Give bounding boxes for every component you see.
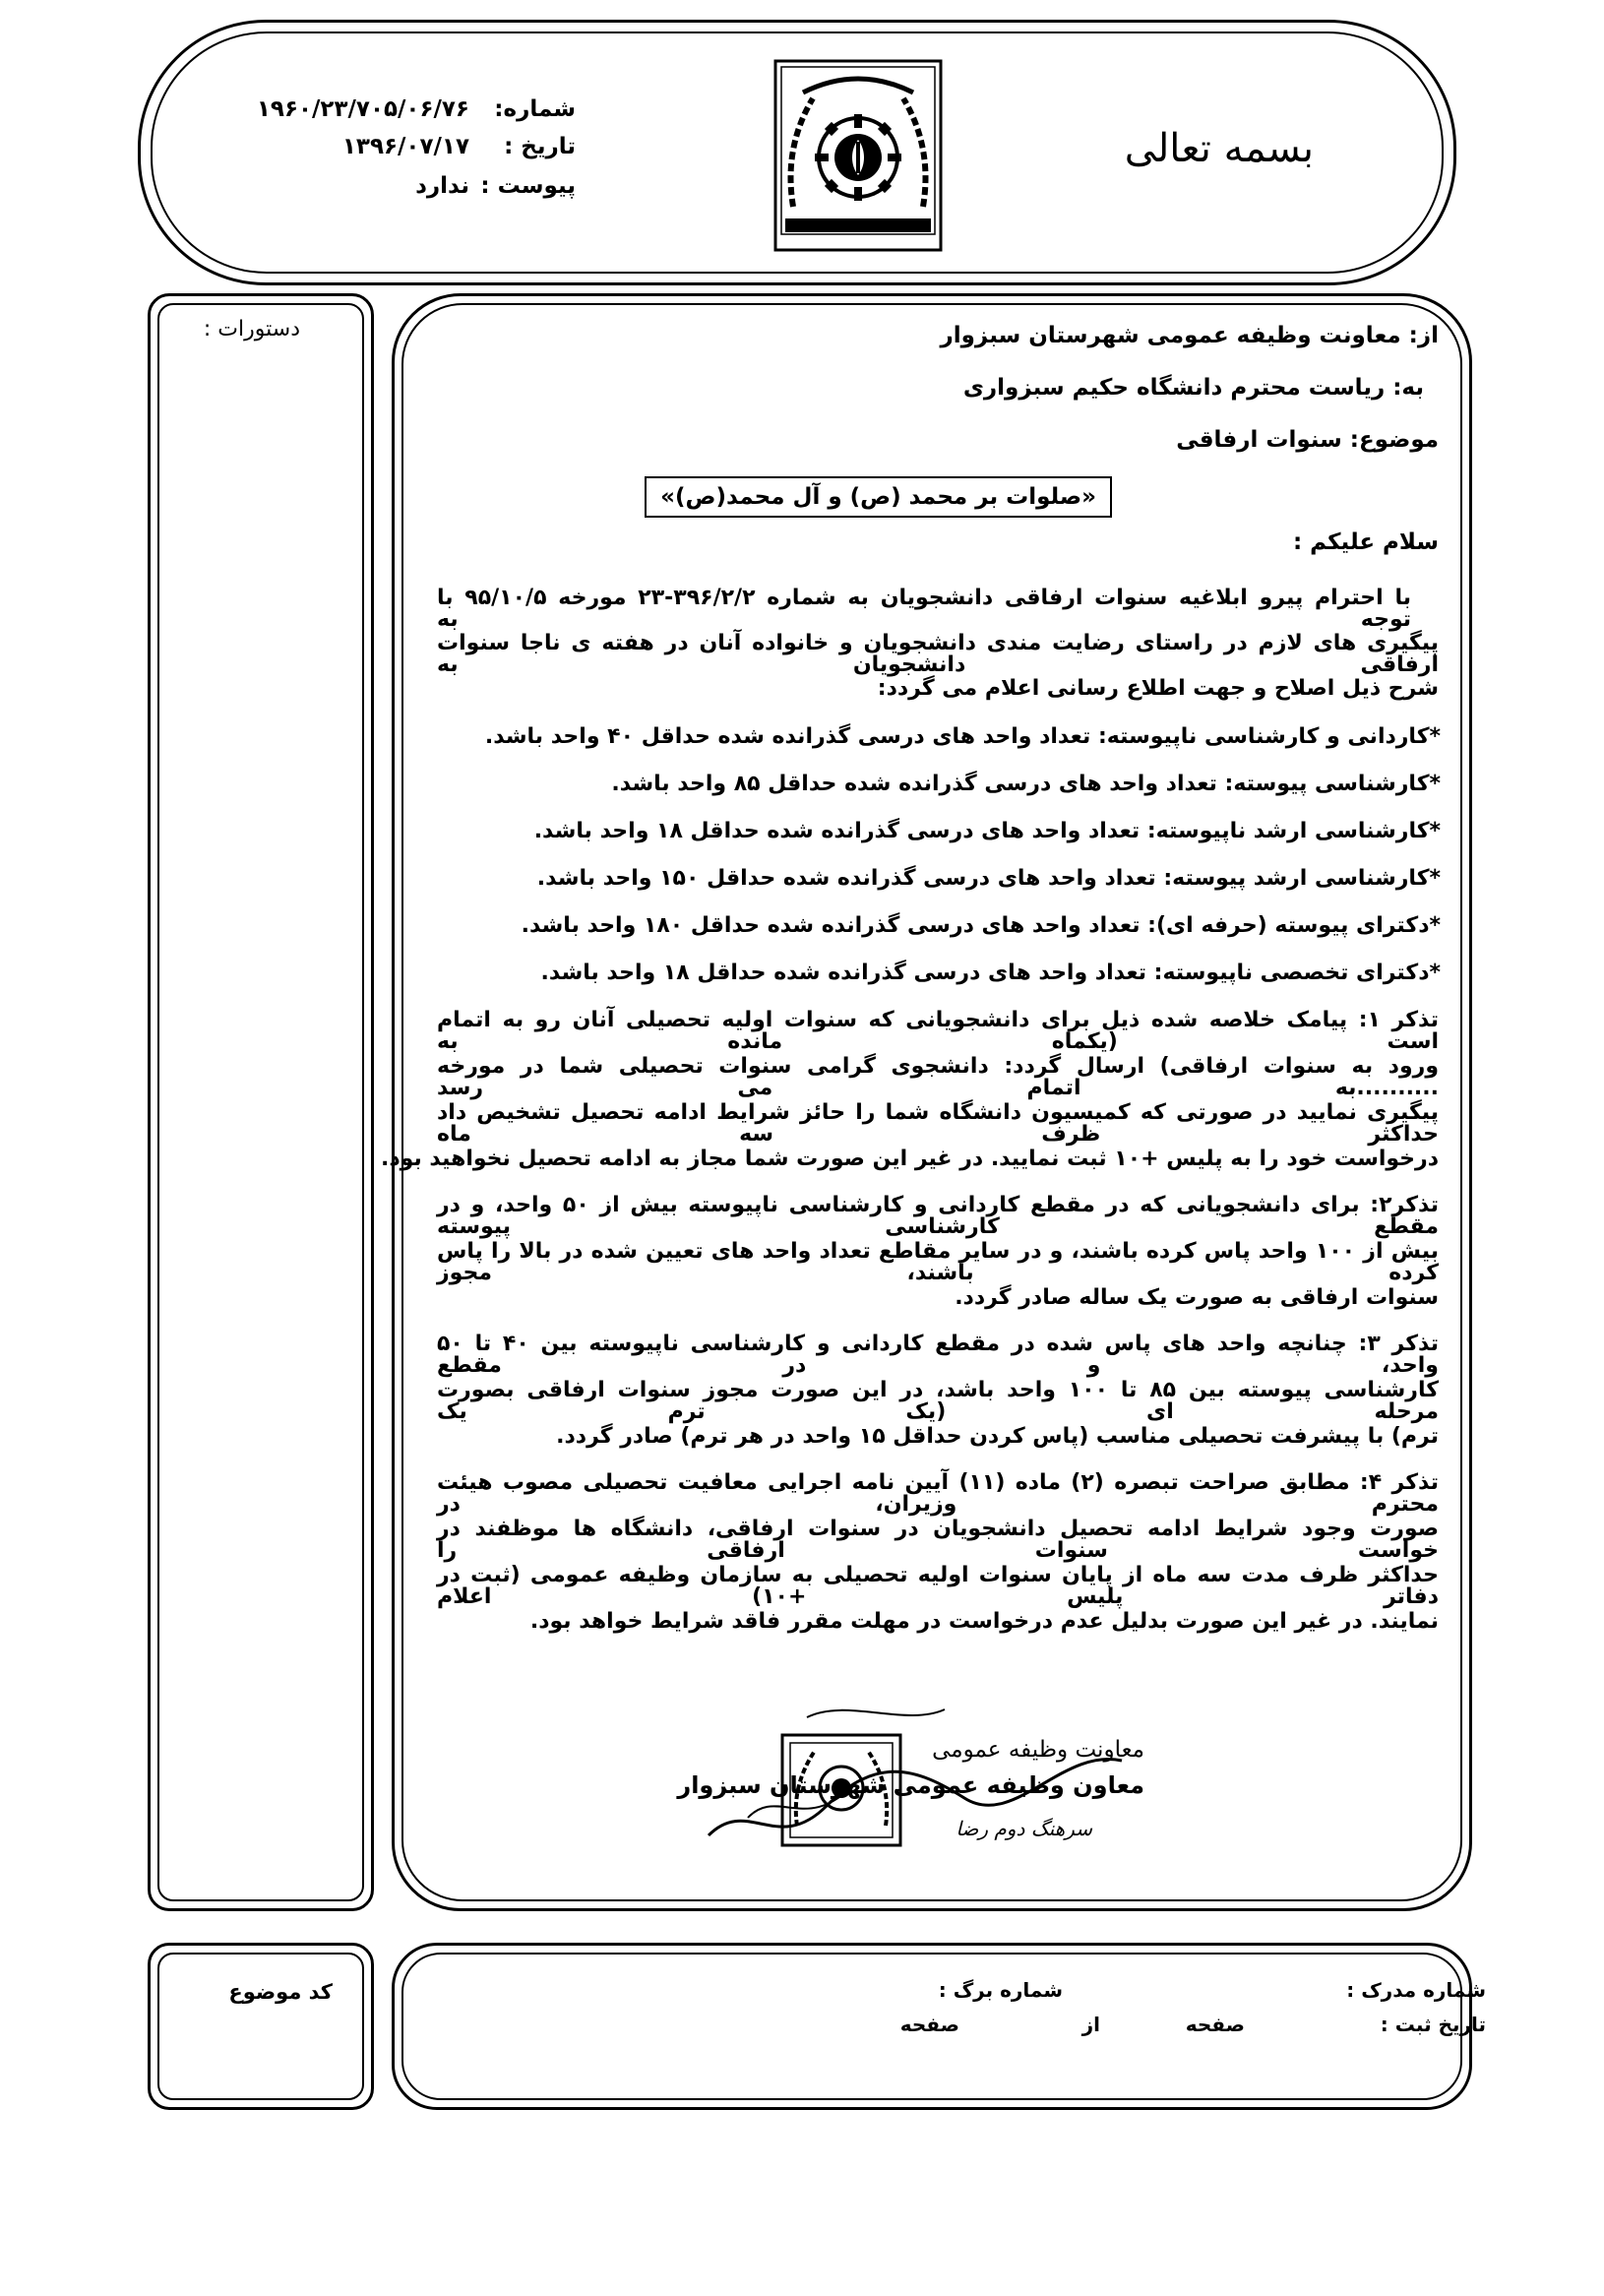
letter-date-row: [342, 134, 576, 159]
emblem-caption: نیروی انتظامی جمهوری اسلامی ایران: [796, 236, 920, 245]
note-line: پیگیری نمایید در صورتی که کمیسیون دانشگاه شما را حائز شرایط ادامه تحصیل تشخیص داد حداکثر ظرف سه ماه: [437, 1100, 1439, 1147]
letter-attachment-label: پیوست :: [480, 173, 576, 199]
rule-item: *دکترای پیوسته (حرفه ای): تعداد واحد های درسی گذرانده شده حداقل ۱۸۰ واحد باشد.: [521, 913, 1441, 938]
letter-subject: موضوع: سنوات ارفاقی: [1176, 427, 1439, 453]
rule-item: *دکترای تخصصی ناپیوسته: تعداد واحد های درسی گذرانده شده حداقل ۱۸ واحد باشد.: [540, 961, 1441, 985]
letter-number-row: [257, 96, 576, 122]
body-line: شرح ذیل اصلاح و جهت اطلاع رسانی اعلام می گردد:: [877, 676, 1439, 701]
instructions-frame-inner: [157, 303, 364, 1901]
signature-name: سرهنگ دوم رضا: [956, 1817, 1092, 1840]
signature-handwritten: معاونت وظیفه عمومی: [932, 1737, 1144, 1763]
of-word: از: [1081, 2013, 1100, 2036]
note-line: درخواست خود را به پلیس +۱۰ ثبت نمایید. در غیر این صورت شما مجاز به ادامه تحصیل نخواهید بود.: [381, 1147, 1439, 1171]
note-line: حداکثر ظرف مدت سه ماه از پایان سنوات اولیه تحصیلی به سازمان وظیفه عمومی (ثبت در دفاتر پلیس +۱۰) اعلام: [437, 1563, 1439, 1609]
subject-code-label: کد موضوع: [228, 1980, 333, 2004]
letter-attachment-value: ندارد: [415, 173, 469, 199]
note-line: تذکر ۳: چنانچه واحد های پاس شده در مقطع کاردانی و کارشناسی ناپیوسته بین ۴۰ تا ۵۰ واحد، و در مقطع: [437, 1332, 1439, 1378]
note-line: سنوات ارفاقی به صورت یک ساله صادر گردد.: [955, 1285, 1439, 1310]
instructions-label: دستورات :: [203, 317, 300, 341]
signature-title: معاون وظیفه عمومی شهرستان سبزوار: [677, 1771, 1144, 1799]
letter-to: به: ریاست محترم دانشگاه حکیم سبزواری: [962, 375, 1424, 401]
sheet-number-label: شماره برگ :: [938, 1978, 1063, 2002]
rule-item: *کارشناسی پیوسته: تعداد واحد های درسی گذرانده شده حداقل ۸۵ واحد باشد.: [611, 772, 1441, 796]
body-line: با احترام پیرو ابلاغیه سنوات ارفاقی دانشجویان به شماره ۳۹۶/۲/۲-۲۳ مورخه ۹۵/۱۰/۵ با توجه به: [437, 586, 1411, 632]
bismillah-heading: بسمه تعالی: [1124, 126, 1314, 171]
letter-number-value: ۱۹۶۰/۲۳/۷۰۵/۰۶/۷۶: [256, 96, 469, 122]
subject-code-frame-inner: [157, 1953, 364, 2100]
note-line: تذکر ۱: پیامک خلاصه شده ذیل برای دانشجویانی که سنوات اولیه تحصیلی آنان رو به اتمام است (یکماه مانده به: [437, 1008, 1439, 1054]
letter-from: از: معاونت وظیفه عمومی شهرستان سبزوار: [940, 323, 1439, 348]
body-line: پیگیری های لازم در راستای رضایت مندی دانشجویان و خانواده آنان در هفته ی ناجا سنوات ارفاقی دانشجویان به: [437, 631, 1439, 677]
registration-date-label: تاریخ ثبت :: [1380, 2013, 1486, 2036]
note-line: ترم) با پیشرفت تحصیلی مناسب (پاس کردن حداقل ۱۵ واحد در هر ترم) صادر گردد.: [556, 1424, 1439, 1449]
rule-item: *کارشناسی ارشد پیوسته: تعداد واحد های درسی گذرانده شده حداقل ۱۵۰ واحد باشد.: [536, 866, 1441, 891]
note-line: کارشناسی پیوسته بین ۸۵ تا ۱۰۰ واحد باشد، در این صورت مجوز سنوات ارفاقی بصورت مرحله ای (یک ترم یک: [437, 1378, 1440, 1424]
note-line: بیش از ۱۰۰ واحد پاس کرده باشند، و در سایر مقاطع تعداد واحد های تعیین شده در بالا را پاس کرده باشند، مجوز: [437, 1239, 1439, 1285]
note-line: تذکر ۴: مطابق صراحت تبصره (۲) ماده (۱۱) آیین نامه اجرایی معافیت تحصیلی مصوب هیئت محترم وزیران، در: [437, 1470, 1439, 1517]
rule-item: *کاردانی و کارشناسی ناپیوسته: تعداد واحد های درسی گذرانده شده حداقل ۴۰ واحد باشد.: [484, 724, 1441, 749]
letter-attachment-row: [415, 173, 576, 199]
letter-number-label: شماره:: [494, 96, 576, 122]
rule-item: *کارشناسی ارشد ناپیوسته: تعداد واحد های درسی گذرانده شده حداقل ۱۸ واحد باشد.: [533, 819, 1441, 843]
page-word: صفحه: [1185, 2013, 1245, 2036]
letter-date-label: تاریخ :: [504, 134, 576, 159]
doc-number-label: شماره مدرک :: [1346, 1978, 1486, 2002]
note-line: صورت وجود شرایط ادامه تحصیل دانشجویان در سنوات ارفاقی، دانشگاه ها موظفند در خواست سنوات ارفاقی را: [437, 1517, 1439, 1563]
police-emblem-icon: [773, 59, 943, 252]
page-word-2: صفحه: [899, 2013, 959, 2036]
salavat-box: «صلوات بر محمد (ص) و آل محمد(ص)»: [645, 476, 1112, 518]
letter-greeting: سلام علیکم :: [1292, 529, 1439, 555]
note-line: نمایند. در غیر این صورت بدلیل عدم درخواست در مهلت مقرر فاقد شرایط خواهد بود.: [529, 1609, 1439, 1634]
note-line: تذکر۲: برای دانشجویانی که در مقطع کاردانی و کارشناسی ناپیوسته بیش از ۵۰ واحد، و در مقطع کارشناسی پیوسته: [437, 1193, 1439, 1239]
letter-date-value: ۱۳۹۶/۰۷/۱۷: [341, 134, 469, 159]
note-line: ورود به سنوات ارفاقی) ارسال گردد: دانشجوی گرامی سنوات تحصیلی شما در مورخه ..........به اتمام می رسد: [437, 1054, 1439, 1100]
